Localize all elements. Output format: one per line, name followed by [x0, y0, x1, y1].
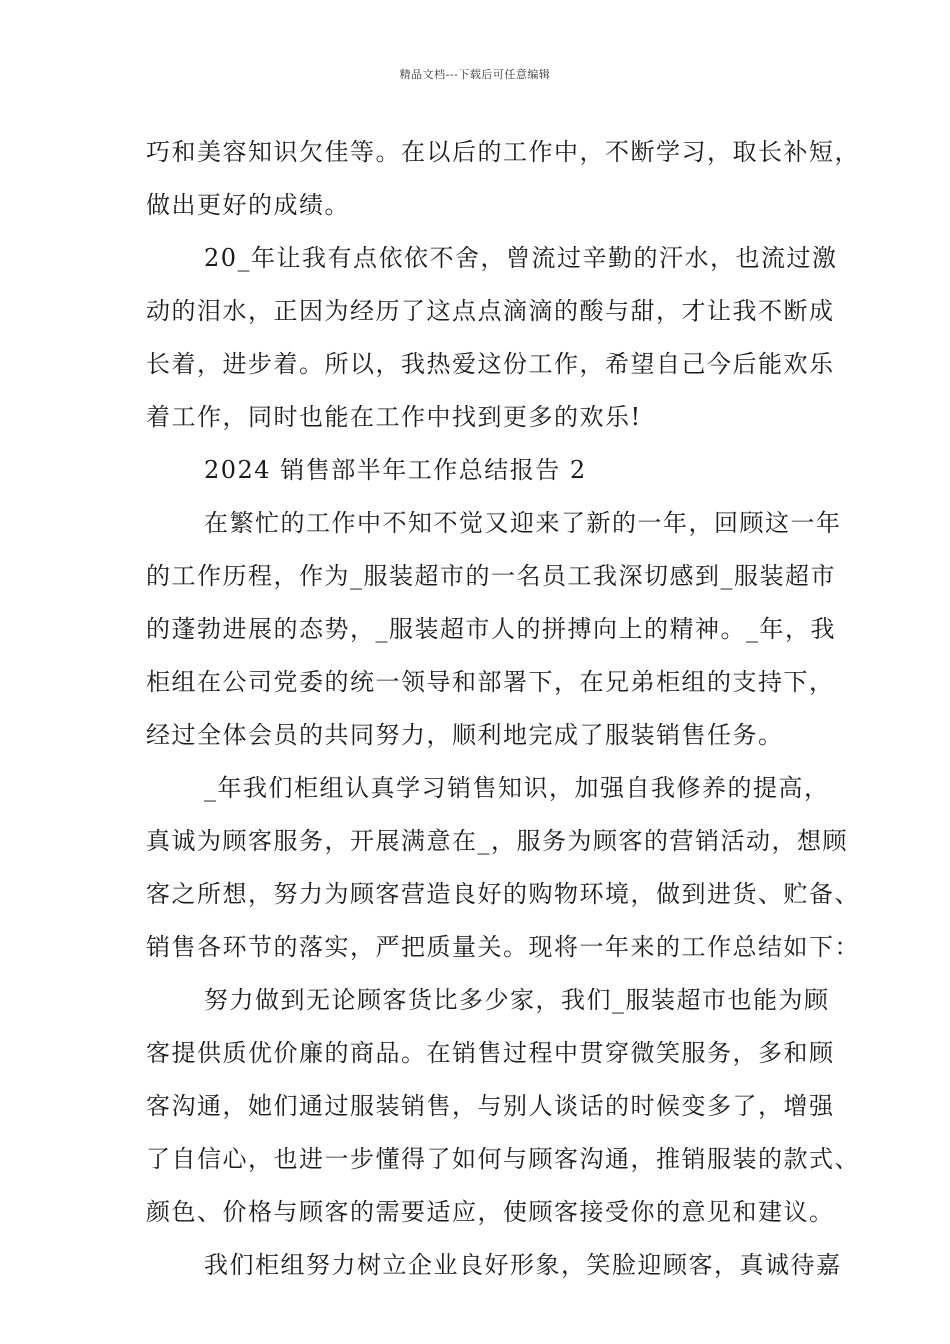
- paragraph-start-line: 20_年让我有点依依不舍，曾流过辛勤的汗水，也流过激: [204, 244, 838, 272]
- text-line: 动的泪水，正因为经历了这点点滴滴的酸与甜，才让我不断成: [146, 297, 835, 325]
- paragraph-start-line: 努力做到无论顾客货比多少家，我们_服装超市也能为顾: [204, 986, 830, 1014]
- text-line: 颜色、价格与顾客的需要适应，使顾客接受你的意见和建议。: [146, 1198, 835, 1226]
- text-line: 巧和美容知识欠佳等。在以后的工作中，不断学习，取长补短，: [146, 138, 860, 166]
- text-line: 销售各环节的落实，严把质量关。现将一年来的工作总结如下：: [146, 933, 860, 961]
- text-line: 经过全体会员的共同努力，顺利地完成了服装销售任务。: [146, 721, 784, 749]
- text-line: 的蓬勃进展的态势，_服装超市人的拼搏向上的精神。_年，我: [146, 615, 836, 643]
- document-body: [146, 126, 860, 1292]
- paragraph-start-line: _年我们柜组认真学习销售知识，加强自我修养的提高，: [204, 774, 830, 802]
- paragraph-start-line: 我们柜组努力树立企业良好形象，笑脸迎顾客，真诚待嘉: [204, 1251, 842, 1279]
- text-line: 着工作，同时也能在工作中找到更多的欢乐!: [146, 403, 642, 431]
- text-line: 柜组在公司党委的统一领导和部署下，在兄弟柜组的支持下，: [146, 668, 835, 696]
- section-title: 2024 销售部半年工作总结报告 2: [204, 456, 587, 484]
- page-header: 精品文档---下载后可任意编辑: [399, 68, 551, 81]
- text-line: 长着，进步着。所以，我热爱这份工作，希望自己今后能欢乐: [146, 350, 835, 378]
- text-line: 客之所想，努力为顾客营造良好的购物环境，做到进货、贮备、: [146, 880, 860, 908]
- paragraph-start-line: 在繁忙的工作中不知不觉又迎来了新的一年，回顾这一年: [204, 509, 842, 537]
- text-line: 客提供质优价廉的商品。在销售过程中贯穿微笑服务，多和顾: [146, 1039, 835, 1067]
- text-line: 的工作历程，作为_服装超市的一名员工我深切感到_服装超市: [146, 562, 836, 590]
- text-line: 了自信心，也进一步懂得了如何与顾客沟通，推销服装的款式、: [146, 1145, 860, 1173]
- text-line: 真诚为顾客服务，开展满意在_，服务为顾客的营销活动，想顾: [146, 827, 848, 855]
- text-line: 做出更好的成绩。: [146, 191, 350, 219]
- text-line: 客沟通，她们通过服装销售，与别人谈话的时候变多了，增强: [146, 1092, 835, 1120]
